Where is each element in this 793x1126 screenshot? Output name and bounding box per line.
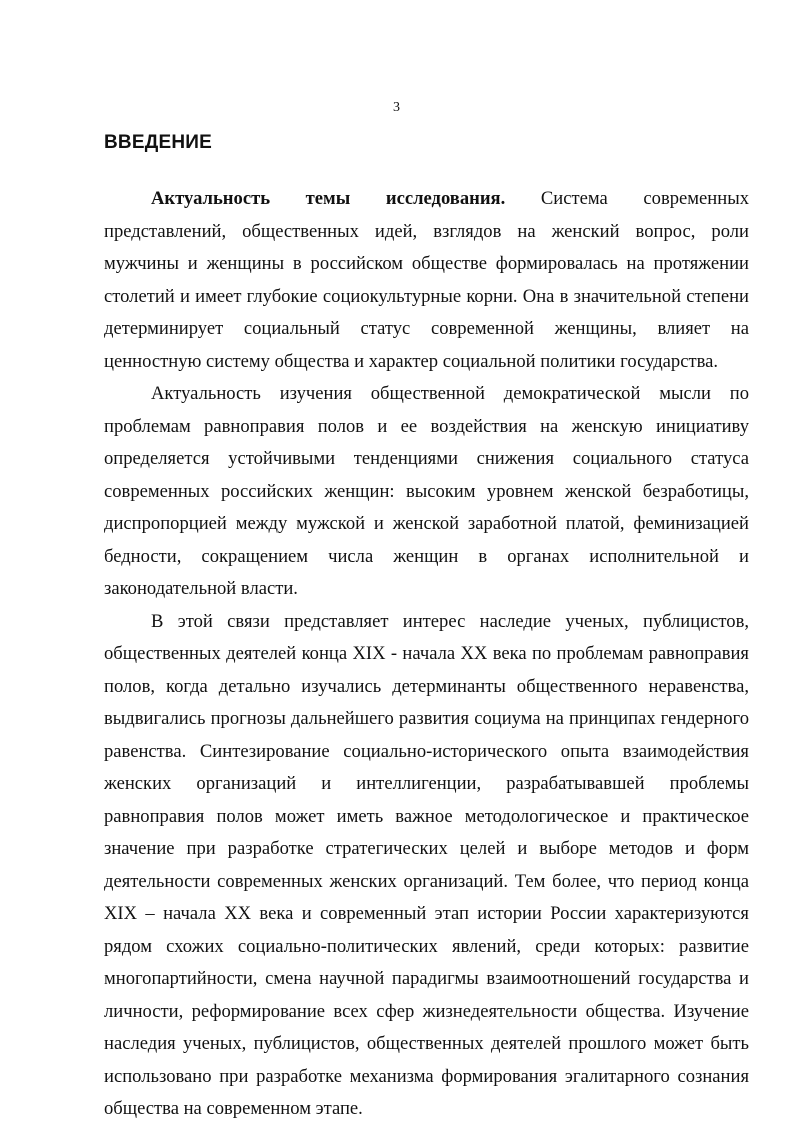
paragraph-lead: Актуальность темы исследования. [151,188,506,209]
paragraph-text: Система современных представлений, общественных идей, взглядов на женский вопрос, роли мужчины и женщины в российском обществе формировалась на протяжении столетий и имеет глубокие социокультурные корни. Она в значительной степени детерминирует социальный статус современной женщины, влияет на ценностную систему общества и характер социальной политики государства. [104,188,749,372]
page-number: 3 [393,100,400,115]
body-text [104,183,749,1126]
paragraph-text: В этой связи представляет интерес наследие ученых, публицистов, общественных деятелей конца XIX - начала XX века по проблемам равноправия полов, когда детально изучались детерминанты общественного неравенства, выдвигались прогнозы дальнейшего развития социума на принципах гендерного равенства. Синтезирование социально-исторического опыта взаимодействия женских организаций и интеллигенции, разрабатывавшей проблемы равноправия полов может иметь важное методологическое и практическое значение при разработке стратегических целей и выборе методов и форм деятельности современных женских организаций. Тем более, что период конца XIX – начала XX века и современный этап истории России характеризуются рядом схожих социально-политических явлений, среди которых: развитие многопартийности, смена научной парадигмы взаимоотношений государства и личности, реформирование всех сфер жизнедеятельности общества. Изучение наследия ученых, публицистов, общественных деятелей прошлого может быть использовано при разработке механизма формирования эгалитарного сознания общества на современном этапе. [104,610,749,1119]
paragraph-relevance [104,183,749,378]
paragraph-study-relevance [104,378,749,606]
page-title: ВВЕДЕНИЕ [104,132,212,153]
paragraph-text: Актуальность изучения общественной демократической мысли по проблемам равноправия полов и ее воздействия на женскую инициативу определяется устойчивыми тенденциями снижения социального статуса современных российских женщин: высоким уровнем женской безработицы, диспропорцией между мужской и женской заработной платой, феминизацией бедности, сокращением числа женщин в органах исполнительной и законодательной власти. [104,383,749,599]
paragraph-heritage [104,606,749,1126]
